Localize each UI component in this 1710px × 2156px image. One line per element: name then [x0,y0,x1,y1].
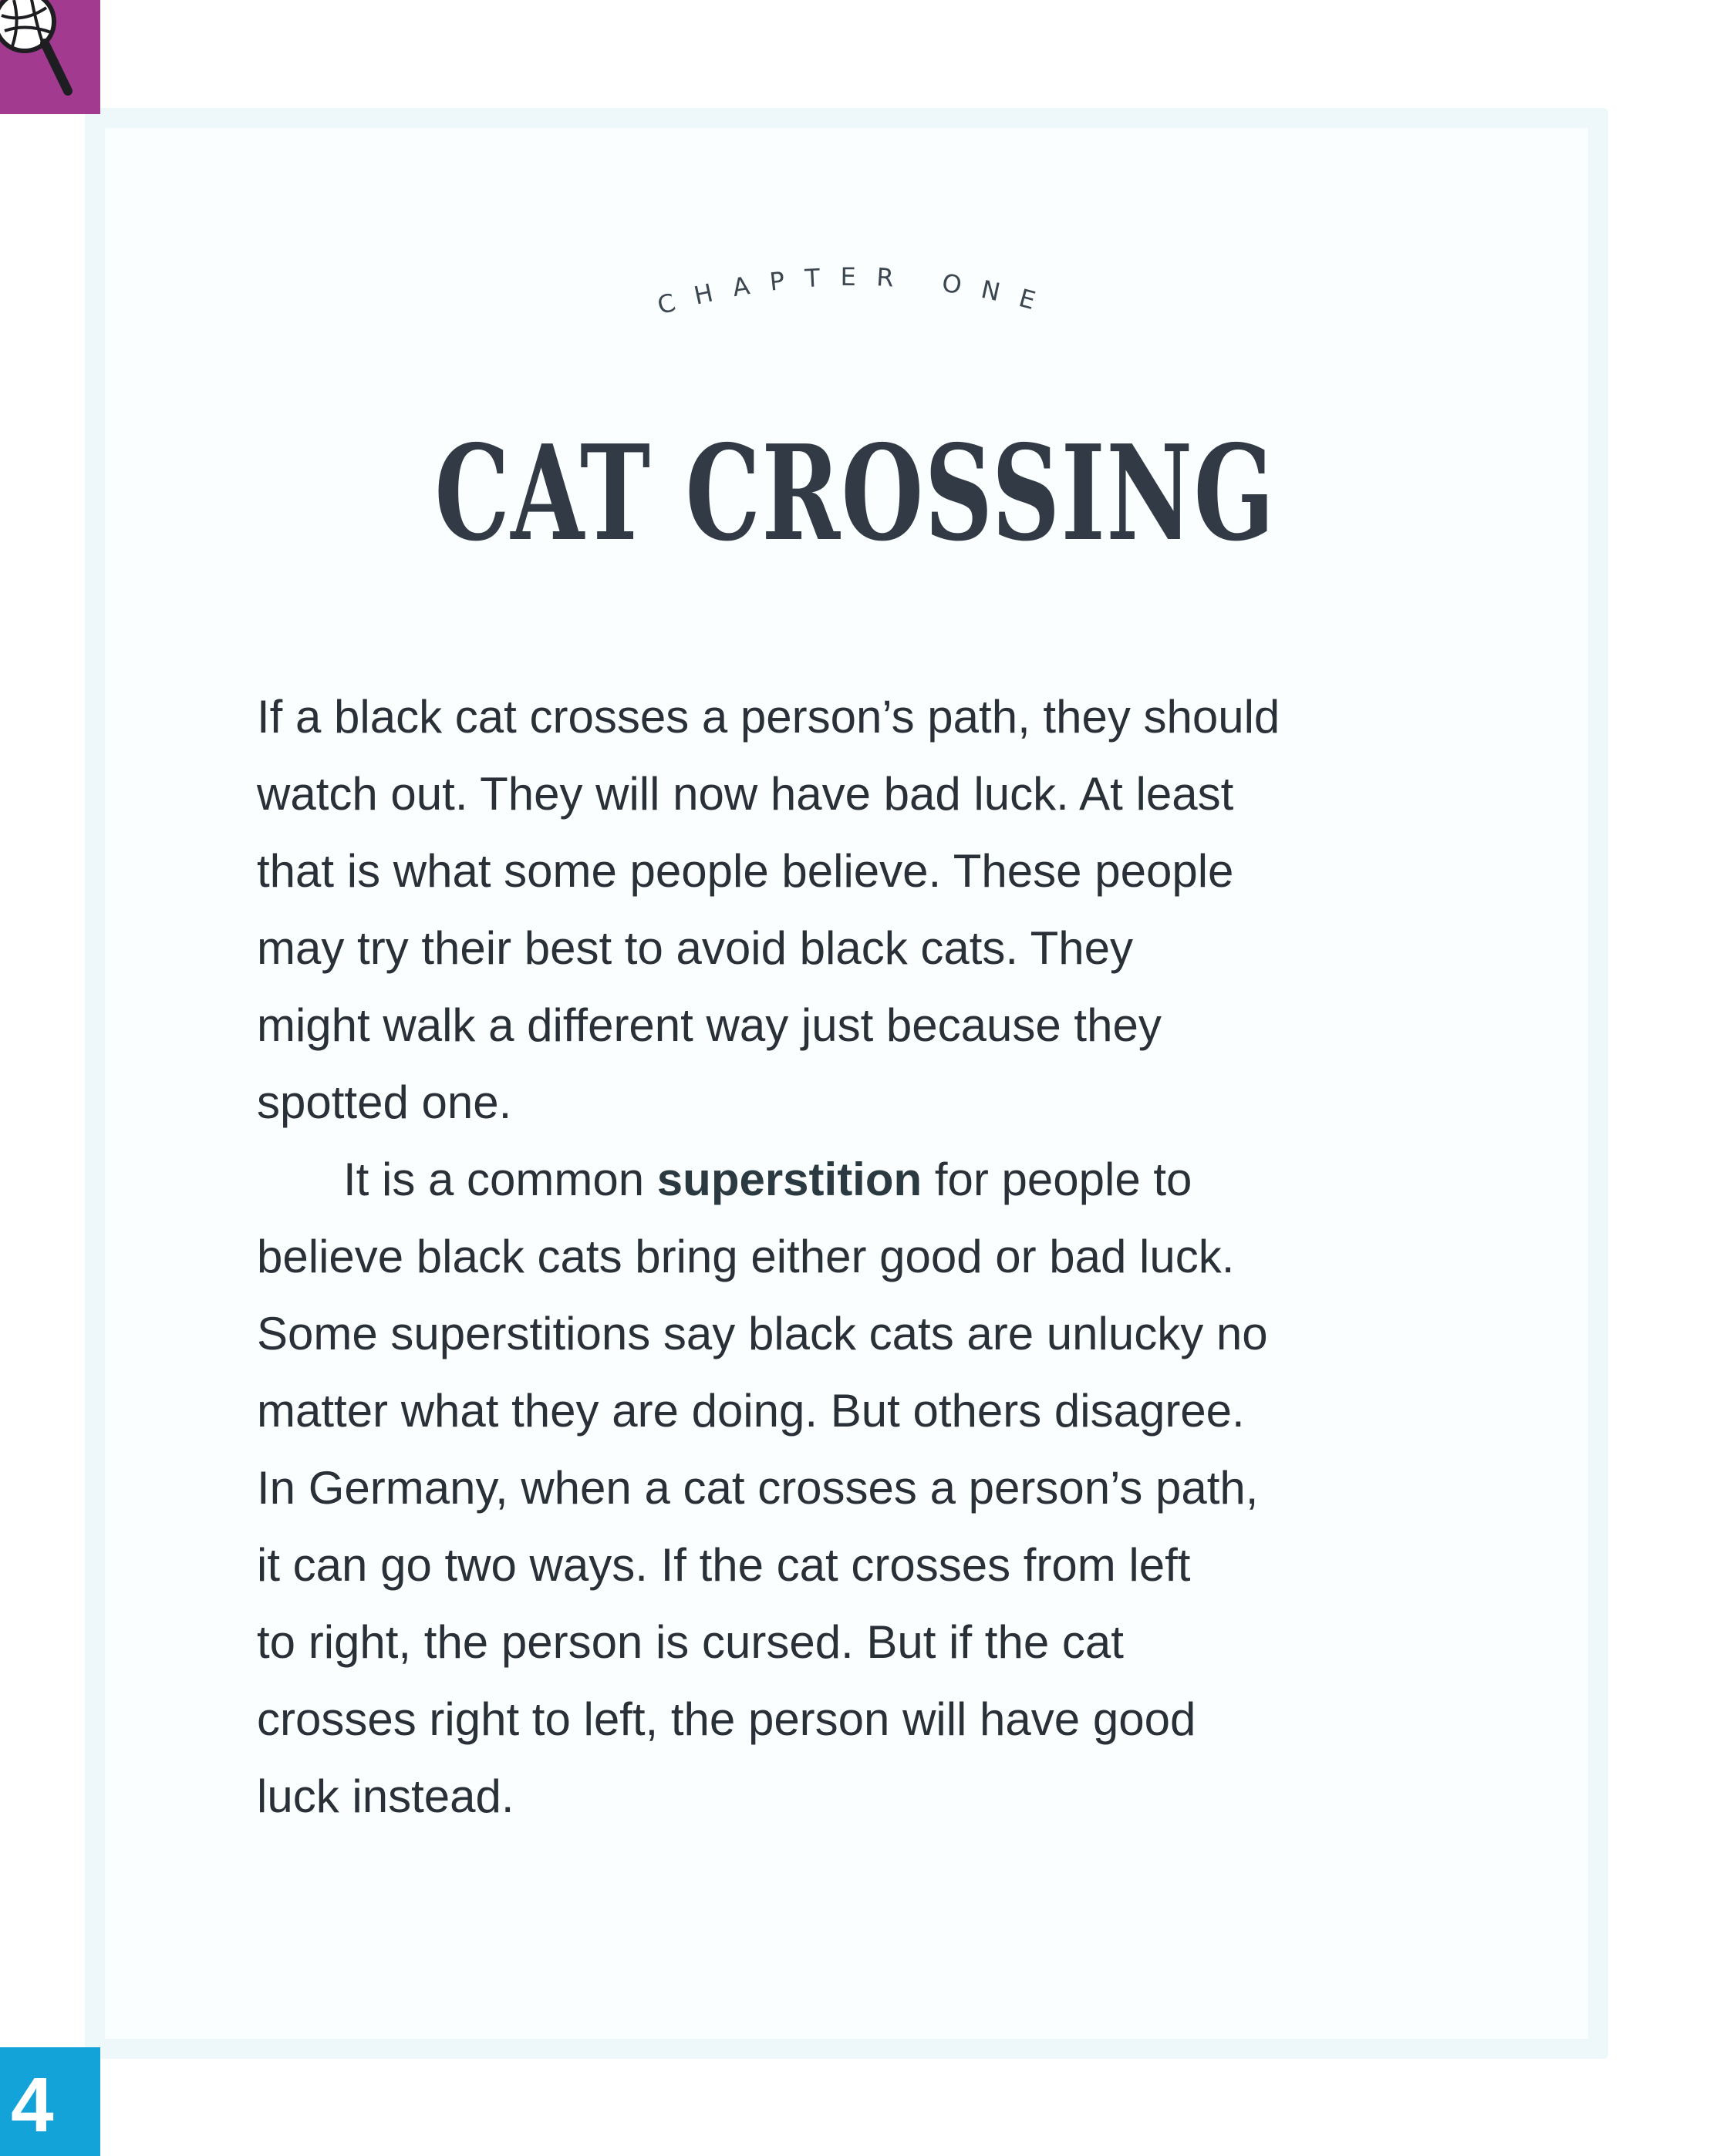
paragraph-2 [257,1141,1506,1835]
text-line: might walk a different way just because they [257,999,1162,1051]
text-line: luck instead. [257,1770,514,1822]
chapter-title: CAT CROSSING [434,416,1276,571]
chapter-label [586,216,1126,370]
text-line: to right, the person is cursed. But if the cat [257,1616,1124,1668]
page-number-tab [0,2047,100,2156]
text-fragment: for people to [922,1154,1192,1205]
text-line: watch out. They will now have bad luck. At least [257,768,1234,820]
paragraph-1 [257,679,1506,1141]
body-text [257,679,1506,1835]
text-line: it can go two ways. If the cat crosses from left [257,1539,1191,1591]
text-line [257,1141,1506,1218]
corner-tab [0,0,100,114]
text-line: crosses right to left, the person will have good [257,1693,1196,1745]
text-line: may try their best to avoid black cats. They [257,922,1134,974]
text-line: If a black cat crosses a person’s path, they should [257,691,1280,743]
text-line: that is what some people believe. These people [257,845,1234,897]
text-line: believe black cats bring either good or bad luck. [257,1231,1235,1282]
glossary-term: superstition [656,1154,922,1205]
text-line: Some superstitions say black cats are unlucky no [257,1308,1268,1359]
magnifying-glass-icon [0,0,100,114]
page-number: 4 [11,2062,54,2148]
text-line: In Germany, when a cat crosses a person’s path, [257,1462,1259,1514]
text-line: matter what they are doing. But others disagree. [257,1385,1245,1437]
text-fragment: It is a common [343,1154,657,1205]
chapter-label-text: CHAPTER ONE [654,261,1058,321]
text-line: spotted one. [257,1076,512,1128]
